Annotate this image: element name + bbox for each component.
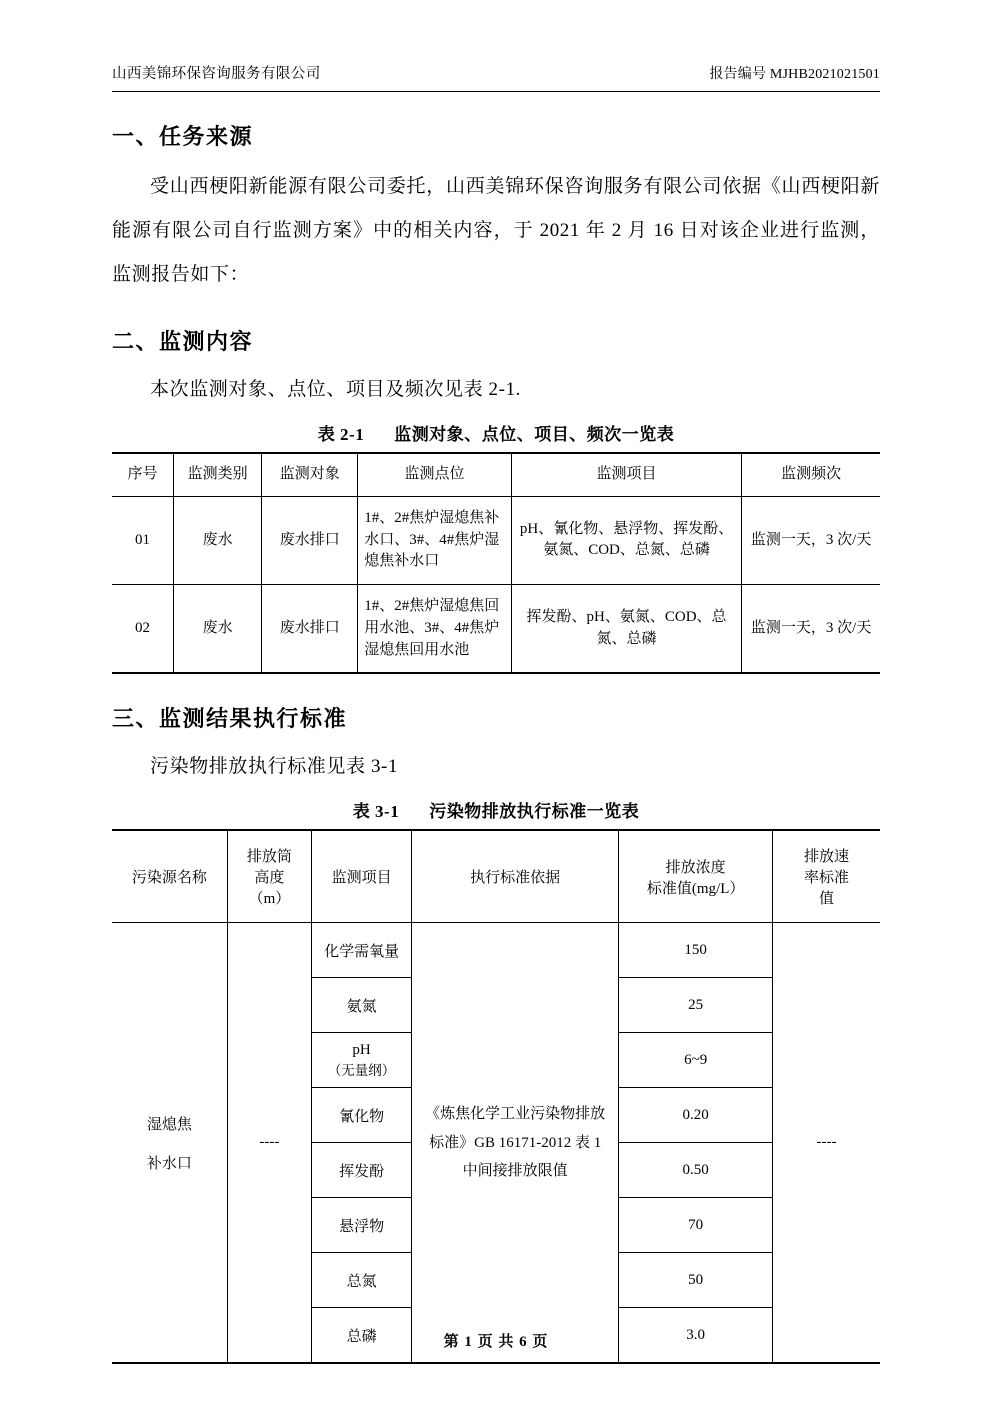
col-header-stack-height-line3: （m）	[248, 891, 291, 908]
table-row	[112, 585, 880, 674]
cell-concentration-limit: 0.50	[619, 1143, 773, 1198]
cell-frequency: 监测一天，3 次/天	[742, 585, 880, 674]
cell-item: 总磷	[312, 1308, 412, 1364]
col-header-object: 监测对象	[262, 453, 358, 496]
col-header-standard-basis: 执行标准依据	[411, 830, 618, 923]
cell-item: 化学需氧量	[312, 923, 412, 978]
cell-concentration-limit: 150	[619, 923, 773, 978]
col-header-concentration-line1: 排放浓度	[665, 859, 726, 876]
cell-items: pH、氰化物、悬浮物、挥发酚、氨氮、COD、总氮、总磷	[511, 496, 741, 584]
cell-item: 氨氮	[312, 978, 412, 1033]
col-header-item: 监测项目	[312, 830, 412, 923]
col-header-stack-height	[227, 830, 311, 923]
cell-concentration-limit: 25	[619, 978, 773, 1033]
col-header-source: 污染源名称	[112, 830, 227, 923]
col-header-stack-height-line1: 排放筒	[246, 849, 292, 866]
cell-item: 悬浮物	[312, 1198, 412, 1253]
col-header-rate-line3: 值	[818, 891, 834, 908]
cell-no: 02	[112, 585, 173, 674]
cell-category: 废水	[173, 496, 261, 584]
col-header-rate-line2: 率标准	[803, 870, 849, 887]
section-title-task-source: 一、任务来源	[112, 124, 254, 149]
section-title-standards: 三、监测结果执行标准	[112, 706, 348, 732]
table-3-1-caption	[112, 797, 880, 822]
page-header	[112, 0, 880, 92]
section-text-monitoring-content: 本次监测对象、点位、项目及频次见表 2-1.	[150, 379, 522, 400]
table-2-1-caption-text: 监测对象、点位、项目、频次一览表	[394, 425, 675, 444]
cell-item: 氰化物	[312, 1088, 412, 1143]
section-title-monitoring-content: 二、监测内容	[112, 329, 254, 354]
section-text-task-source: 受山西梗阳新能源有限公司委托，山西美锦环保咨询服务有限公司依据《山西梗阳新能源有限公司自行监测方案》中的相关内容，于 2021 年 2 月 16 日对该企业进行监测，监测报告如下：	[112, 176, 880, 285]
col-header-concentration-line2: 标准值(mg/L）	[646, 880, 745, 897]
table-monitoring-objects	[112, 452, 880, 674]
table-2-1-caption-label: 表 2-1	[317, 425, 365, 444]
cell-concentration-limit: 3.0	[619, 1308, 773, 1364]
cell-rate-limit: ----	[772, 923, 880, 1364]
section-text-standards: 污染物排放执行标准见表 3-1	[150, 756, 399, 778]
cell-item: 总氮	[312, 1253, 412, 1308]
cell-item: 挥发酚	[312, 1143, 412, 1198]
col-header-point: 监测点位	[358, 453, 512, 496]
cell-stack-height: ----	[227, 923, 311, 1364]
cell-object: 废水排口	[262, 496, 358, 584]
table-row	[112, 496, 880, 584]
cell-point: 1#、2#焦炉湿熄焦补水口、3#、4#焦炉湿熄焦补水口	[358, 496, 512, 584]
cell-standard-basis: 《炼焦化学工业污染物排放标准》GB 16171-2012 表 1 中间接排放限值	[411, 923, 618, 1364]
col-header-stack-height-line2: 高度	[254, 870, 285, 887]
col-header-rate	[772, 830, 880, 923]
cell-source-name-line1: 湿熄焦	[146, 1116, 192, 1133]
cell-category: 废水	[173, 585, 261, 674]
table-2-1-caption	[112, 420, 880, 445]
header-company: 山西美锦环保咨询服务有限公司	[112, 66, 321, 82]
table-3-1-caption-text: 污染物排放执行标准一览表	[429, 802, 640, 822]
table-discharge-standards	[112, 829, 880, 1364]
cell-concentration-limit: 6~9	[619, 1033, 773, 1088]
col-header-no: 序号	[112, 453, 173, 496]
table-row	[112, 923, 880, 978]
header-report-number: 报告编号 MJHB2021021501	[709, 67, 880, 82]
cell-items: 挥发酚、pH、氨氮、COD、总氮、总磷	[511, 585, 741, 674]
cell-concentration-limit: 0.20	[619, 1088, 773, 1143]
cell-object: 废水排口	[262, 585, 358, 674]
cell-item-line2: （无量纲）	[327, 1062, 396, 1078]
cell-item	[312, 1033, 412, 1088]
col-header-items: 监测项目	[511, 453, 741, 496]
col-header-category: 监测类别	[173, 453, 261, 496]
table-3-1-caption-label: 表 3-1	[352, 802, 400, 822]
table-row	[112, 830, 880, 923]
col-header-frequency: 监测频次	[742, 453, 880, 496]
col-header-concentration	[619, 830, 773, 923]
cell-no: 01	[112, 496, 173, 584]
cell-frequency: 监测一天，3 次/天	[742, 496, 880, 584]
cell-point: 1#、2#焦炉湿熄焦回用水池、3#、4#焦炉湿熄焦回用水池	[358, 585, 512, 674]
col-header-rate-line1: 排放速	[803, 849, 849, 866]
page-footer: 第 1 页 共 6 页	[443, 1334, 549, 1350]
cell-concentration-limit: 50	[619, 1253, 773, 1308]
cell-source-name-line2: 补水口	[146, 1155, 192, 1172]
cell-source-name	[112, 923, 227, 1364]
cell-concentration-limit: 70	[619, 1198, 773, 1253]
cell-item-line1: pH	[352, 1041, 371, 1058]
table-row	[112, 453, 880, 496]
